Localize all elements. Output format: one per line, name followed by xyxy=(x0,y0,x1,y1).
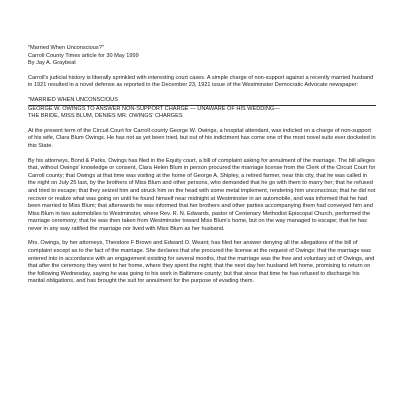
quoted-headline: "MARRIED WHEN UNCONSCIOUS xyxy=(28,96,118,103)
article-source: Carroll County Times article for 30 May 1999 xyxy=(28,52,139,59)
quoted-dek-line-1: GEORGE W. OWINGS TO ANSWER NON-SUPPORT CHARGE — UNAWARE OF HIS WEDDING— xyxy=(28,105,280,112)
article-title: "Married When Unconscious?" xyxy=(28,45,104,51)
article-byline: By Jay A. Graybeal xyxy=(28,60,76,67)
document-page xyxy=(28,45,376,286)
quoted-dek-line-2: THE BRIDE, MISS BLUM, DENIES MR. OWINGS' CHARGES xyxy=(28,113,183,120)
body-paragraph: By his attorneys, Bond & Parks, Owings has filed in the Equity court, a bill of complaint asking for annulment of the marriage. The bill alleges that, without Owings' knowledge or consent, Clara Helen Blum in person procured the marriage license from the Clerk of the Circuit Court for Carroll county; that Owings at that time was visiting at the home of George A. Shipley, a retired farmer, near this city, that he was called in the night on July 25 last, by the brothers of Miss Blum and other persons, who demanded that he go with them to marry her; that he refused and tried to escape; that they seized him and struck him on the head with some metal implement, rendering him unconscious; that he did not recover or realize what was going on until he found himself near midnight at Westminster in an automobile, and was informed that he had been married to Miss Blum; that afterwards he was informed that her brothers and other parties accompanying them had conveyed him and Miss Blum in two automobiles to Westminster, where Rev. R. N. Edwards, pastor of Centenary Methodist Episcopal Church, performed the marriage ceremony; that he was then taken from Westminster toward Miss Blum's home, but on the way managed to escape; that he has never in any way ratified the marriage nor lived with Miss Blum as her husband. xyxy=(28,157,376,232)
body-paragraph: At the present term of the Circuit Court for Carroll county George W. Owings, a hospital attendant, was indicted on a charge of non-support of his wife, Clara Blum Owings. He has not as yet been tried, but out of his indictment has come one of the most novel suits ever docketed in this State. xyxy=(28,127,376,149)
intro-paragraph: Carroll's judicial history is liberally sprinkled with interesting court cases. A simple charge of non-support against a recently married husband in 1921 resulted in a novel defense as reported in the December 23, 1921 issue of the Westminster Democratic Advocate newspaper: xyxy=(28,74,374,89)
body-paragraph: Mrs. Owings, by her attorneys, Theodore F Brown and Edward O. Weant; has filed her answer denying all the allegations of the bill of complaint except as to the fact of the marriage. She declares that she procured the license at the request of Owings: that the marriage was entered into in accordance with an engagement existing for several months, that the marriage was the free and voluntary act of Owings, and that after the ceremony they went to her home, where they spent the night; that the next day her husband left home, promising to return on the following Wednesday, saying he was going to his work in Baltimore county; but that since that time he has refused to discharge his marital obligations, and has brought the suit for annulment for the purpose of evading them. xyxy=(28,240,375,285)
